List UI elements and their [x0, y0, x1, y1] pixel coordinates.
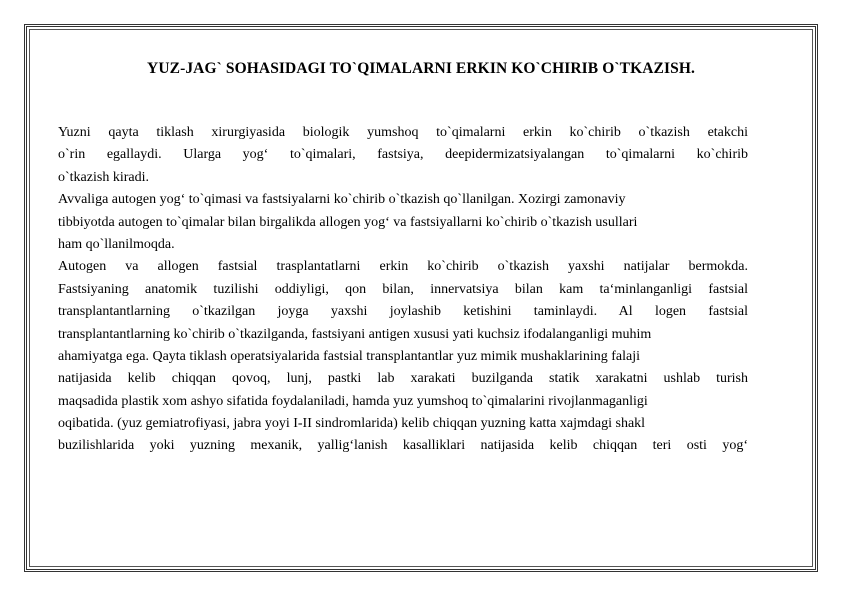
text-line: tibbiyotda autogen to`qimalar bilan birgalikda allogen yog‘ va fastsiyallarni ko`chirib o`tkazish usullari: [58, 214, 638, 230]
text-line: ahamiyatga ega. Qayta tiklash operatsiyalarida fastsial transplantantlar yuz mimik mushaklarining falaji: [58, 348, 640, 364]
text-line: ham qo`llanilmoqda.: [58, 236, 175, 252]
text-line: buzilishlarida yoki yuzning mexanik, yallig‘lanish kasalliklari natijasida kelib chiqqan teri osti yog‘: [58, 438, 748, 454]
text-line: o`rin egallaydi. Ularga yog‘ to`qimalari, fastsiya, deepidermizatsiyalangan to`qimalarni ko`chirib: [58, 147, 748, 163]
text-line: Yuzni qayta tiklash xirurgiyasida biologik yumshoq to`qimalarni erkin ko`chirib o`tkazish etakchi: [58, 125, 748, 140]
text-line: oqibatida. (yuz gemiatrofiyasi, jabra yoyi I-II sindromlarida) kelib chiqqan yuzning katta xajmdagi shakl: [58, 416, 646, 432]
document-title: YUZ-JAG` SOHASIDAGI TO`QIMALARNI ERKIN KO`CHIRIB O`TKAZISH.: [147, 60, 695, 77]
text-line: maqsadida plastik xom ashyo sifatida foydalaniladi, hamda yuz yumshoq to`qimalarini rivojlanmaganligi: [58, 393, 648, 409]
text-line: Avvaliga autogen yog‘ to`qimasi va fastsiyalarni ko`chirib o`tkazish qo`llanilgan. Xozirgi zamonaviy: [58, 192, 626, 208]
text-line: Autogen va allogen fastsial trasplantatlarni erkin ko`chirib o`tkazish yaxshi natijalar bermokda.: [58, 259, 748, 275]
text-line: transplantantlarning ko`chirib o`tkazilganda, fastsiyani antigen xususi yati kuchsiz ifodalanganligi muhim: [58, 326, 652, 342]
text-line: natijasida kelib chiqqan qovoq, lunj, pastki lab xarakati buzilganda statik xarakatni ushlab turish: [58, 371, 748, 387]
body-text: [58, 122, 748, 458]
text-line: transplantantlarning o`tkazilgan joyga yaxshi joylashib ketishini taminlaydi. Al logen fastsial: [58, 304, 748, 320]
text-line: Fastsiyaning anatomik tuzilishi oddiyligi, qon bilan, innervatsiya bilan kam ta‘minlanganligi fastsial: [58, 281, 748, 297]
text-line: o`tkazish kiradi.: [58, 169, 149, 185]
